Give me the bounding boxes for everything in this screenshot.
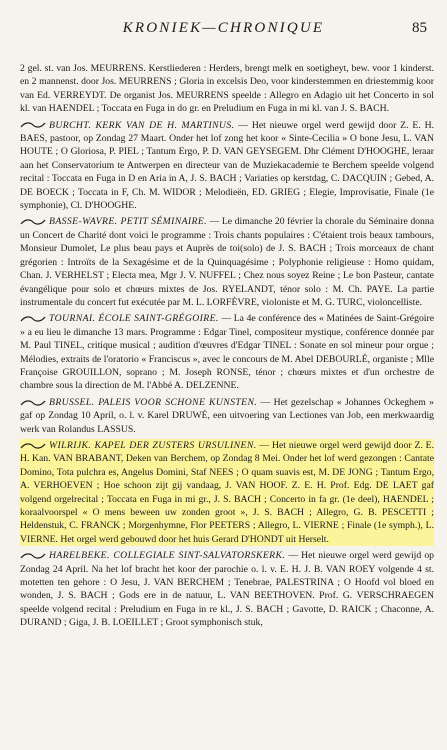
swash-ornament-icon [20,552,46,560]
entry-tournai [20,312,434,392]
swash-ornament-icon [20,315,46,323]
chronicle-body [20,62,434,633]
paragraph-text: 2 gel. st. van Jos. MEURRENS. Kerstliederen : Herders, brengt melk en soetigheyt, bew. voor 1 kinderst. en 2 mannenst. door Jos. MEURRENS ; Gloria in excelsis Deo, voor kinderstemmen en driestemmig koor van Ed. VERREYDT. De organist Jos. MEURRENS speelde : Allegro en Adagio uit het Concerto in sol kl. van HAENDEL ; Toccata en Fuga in do gr. en Preludium en Fuga in mi kl. van J. S. BACH. [20,63,434,115]
entry-text: — Het nieuwe orgel werd gewijd op Zondag 24 April. Na het lof bracht het koor der parochie o. l. v. E. H. J. B. VAN ROEY volgende 4 st. motetten ten gehore : O Jesu, J. VAN BERCHEM ; Tenebrae, PALESTRINA ; O Hoofd vol bloed en wonden, J. S. BACH ; Gods ere in de natuur, L. VAN BEETHOVEN. Prof. G. VERSCHRAEGEN speelde volgend recital : Preludium en Fuga in re kl., J. S. BACH ; Gavotte, D. RAICK ; Chaconne, A. DURAND ; Giga, J. B. LOEILLET ; Groot symphonisch stuk, [20,550,435,629]
entry-basse-wavre [20,215,434,309]
entry-text: — La 4e conférence des « Matinées de Saint-Grégoire » a eu lieu le dimanche 13 mars. Programme : Edgar Tinel, compositeur mystique, conférence donnée par M. Paul TINEL, critique musical ; audition d'œuvres d'Edgar TINEL : Sonate en sol mineur pour orgue ; Mélodies, extraits de l'oratorio « Franciscus », avec le concours de M. Abel DEBOURLÉ, organiste ; Mlle Françoise GROUILLON, soprano ; M. Joseph RONSE, ténor ; chœurs mixtes et d'un orchestre de chambre sous la direction de M. l'Abbé A. DELZENNE. [20,313,435,392]
entry-wilrijk-highlighted [20,439,434,546]
swash-ornament-icon [20,121,46,129]
entry-heading: BASSE-WAVRE. PETIT SÉMINAIRE. [49,216,208,228]
swash-ornament-icon [20,218,46,226]
entry-heading: TOURNAI. ÉCOLE SAINT-GRÉGOIRE. [49,313,219,325]
entry-text: — Het gezelschap « Johannes Ockeghem » gaf op Zondag 10 April, o. l. v. Karel DRUWÉ, een uitvoering van Lectiones van Job, een merkwaardig werk van Rolandus LASSUS. [20,396,434,435]
entry-brussel [20,396,434,436]
entry-heading: WILRIJK. KAPEL DER ZUSTERS URSULINEN. [49,439,257,451]
running-title: KRONIEK—CHRONIQUE [122,20,325,36]
swash-ornament-icon [20,399,46,407]
entry-text: — Het nieuwe orgel werd gewijd door Z. E. H. BAES, pastoor, op Zondag 27 Maart. Onder het lof zong het koor « Sinte-Cecilia » O bone Jesu, L. VAN HOUTE ; O Gloriosa, P. PIEL ; Tantum Ergo, P. D. VAN GEYSEGEM. Dhr Clément D'HOOGHE, leraar aan het Conservatorium te Antwerpen en directeur van de Muziekacademie te Berchem speelde volgend recital : Toccata en Fuga in D en Aria in A, J. S. BACH ; Variaties op kerstdag, C. DACQUIN ; Gebed, A. DE BOECK ; Toccata in F, Ch. M. WIDOR ; Melodieën, ED. GRIEG ; Elegie, Improvisatie, Finale (1e symphonie), Cl. D'HOOGHE. [20,119,435,212]
entry-harelbeke [20,549,434,629]
page-header [0,20,447,44]
entry-text: — Le dimanche 20 février la chorale du Séminaire donna un Concert de Charité dont voici le programme : Trois chants populaires : C'étaient trois beaux tambours, Monsieur Dumolet, Le plus beau pays et Auprès de toi(solo) de J. S. BACH ; Trois morceaux de chant grégorien : Introïts de la Sexagésime et de la Quinquagésime ; Polyphonie religieuse : Homo quidam, Chan. J. VERHELST ; Electa mea, Mgr J. V. NUFFEL ; Chez nous soyez Reine ; Le bon Pasteur, cantate évangélique pour solo et chœurs mixtes de Jos. RYELANDT, ténor solo : M. Ch. PAYE. La partie instrumentale du concert fut exécutée par M. L. LORFÈVRE, violoniste et M. G. TURC, violoncelliste. [20,216,434,308]
paragraph-continuation [20,62,434,116]
page-number: 85 [412,20,427,36]
entry-heading: BURCHT. KERK VAN DE H. MARTINUS. [49,119,235,131]
swash-ornament-icon [20,442,46,450]
entry-burcht [20,119,434,213]
entry-heading: BRUSSEL. PALEIS VOOR SCHONE KUNSTEN. [49,396,258,408]
entry-text: — Het nieuwe orgel werd gewijd door Z. E. H. Kan. VAN BRABANT, Deken van Berchem, op Zondag 8 Mei. Onder het lof werd gezongen : Cantate Domino, Tota pulchra es, Angelus Domini, Staf NEES ; O quam suavis est, M. DE JONG ; Tantum Ergo, A. VERHOEVEN ; Hoe schoon zijt gij vandaag, J. VAN HOOF. Z. E. H. Prof. Edg. DE LAET gaf volgend orgelrecital ; Toccata en Fuga in mi gr., J. S. BACH ; Concerto in fa gr. (1e deel), HAENDEL ; koraalvoorspel « O mens beween uw zonden groot », J. S. BACH ; Allegro, G. B. PESCETTI ; Heldenstuk, C. FRANCK ; Morgenhymne, Flor PEETERS ; Allegro, L. VIERNE ; Finale (1e symph.), L. VIERNE. Het orgel werd gebouwd door het huis Gerard D'HONDT uit Herselt. [20,439,435,545]
entry-heading: HARELBEKE. COLLEGIALE SINT-SALVATORSKERK. [49,550,286,562]
